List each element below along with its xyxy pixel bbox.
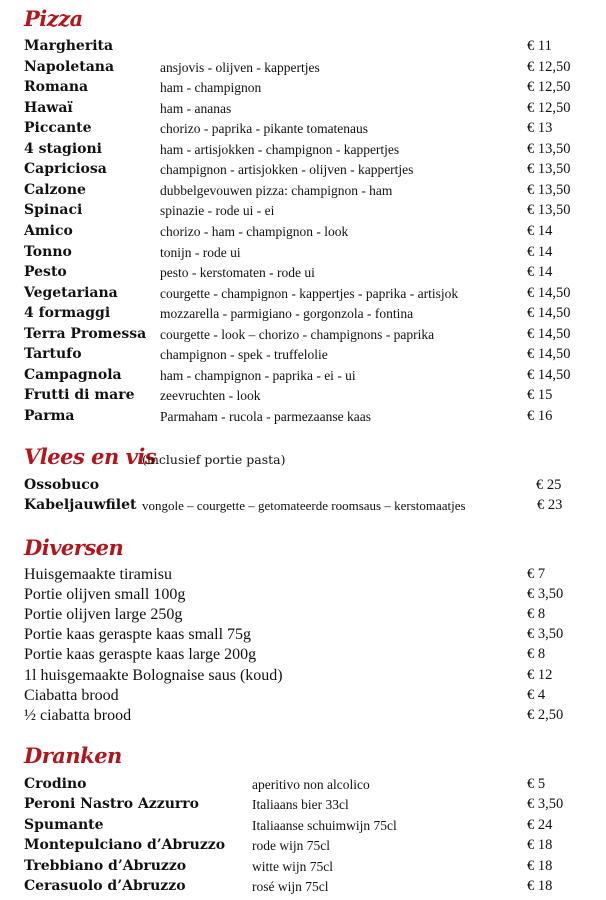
vlees-name: Kabeljauwfilet [24,497,137,513]
pizza-name: 4 formaggi [24,305,111,322]
pizza-description: mozzarella - parmigiano - gorgonzola - fontina [160,306,414,322]
diversen-price: € 2,50 [527,706,564,723]
pizza-name: Vegetariana [24,284,118,301]
pizza-description: ham - champignon [160,80,262,96]
pizza-name: Napoletana [24,58,115,75]
pizza-name: Hawaï [24,99,73,116]
pizza-name: Pesto [24,264,67,281]
diversen-price: € 8 [527,606,546,623]
pizza-description: ham - champignon - paprika - ei - ui [160,367,356,383]
vlees-section-title: Vlees en vis [24,444,157,469]
pizza-name: Terra Promessa [24,325,147,342]
pizza-name: Calzone [24,181,86,198]
pizza-description: champignon - spek - truffelolie [160,347,328,363]
pizza-price: € 13,50 [527,181,571,198]
dranken-description: rosé wijn 75cl [252,879,329,894]
pizza-name: Tartufo [24,346,82,363]
dranken-price: € 3,50 [527,796,564,813]
diversen-name: Portie kaas geraspte kaas small 75g [24,626,252,644]
pizza-name: 4 stagioni [24,140,102,157]
pizza-name: Frutti di mare [24,387,135,404]
pizza-name: Parma [24,407,75,424]
dranken-description: Italiaans bier 33cl [252,797,349,813]
pizza-name: Tonno [24,243,72,260]
vlees-description: vongole – courgette – getomateerde roomsaus – kerstomaatjes [142,498,466,513]
diversen-name: Portie olijven small 100g [24,586,186,604]
diversen-price: € 7 [527,566,546,582]
diversen-price: € 4 [527,686,546,703]
pizza-description: courgette - champignon - kappertjes - paprika - artisjok [160,285,459,301]
pizza-name: Capriciosa [24,161,107,178]
pizza-price: € 13,50 [527,202,571,219]
vlees-name: Ossobuco [24,477,100,493]
pizza-name: Amico [24,222,73,239]
diversen-name: ½ ciabatta brood [24,706,132,724]
pizza-description: Parmaham - rucola - parmezaanse kaas [160,408,372,424]
dranken-price: € 18 [527,878,553,894]
diversen-name: 1l huisgemaakte Bolognaise saus (koud) [24,666,283,684]
pizza-price: € 13,50 [527,161,571,178]
pizza-price: € 13 [527,120,553,137]
pizza-price: € 14,50 [527,346,571,363]
diversen-price: € 3,50 [527,586,564,603]
pizza-description: champignon - artisjokken - olijven - kappertjes [160,162,414,178]
pizza-description: tonijn - rode ui [160,244,241,260]
pizza-price: € 11 [527,38,552,54]
dranken-name: Cerasuolo d’Abruzzo [24,878,186,894]
pizza-price: € 15 [527,387,553,404]
pizza-price: € 14 [527,222,553,239]
pizza-section-title: Pizza [24,6,83,31]
dranken-description: witte wijn 75cl [252,858,333,874]
dranken-price: € 24 [527,816,553,833]
pizza-description: ham - ananas [160,100,232,116]
dranken-price: € 18 [527,857,553,874]
pizza-description: ham - artisjokken - champignon - kappertjes [160,141,400,157]
dranken-description: rode wijn 75cl [252,838,330,854]
dranken-name: Montepulciano d’Abruzzo [24,837,226,854]
pizza-name: Spinaci [24,202,83,219]
diversen-name: Portie olijven large 250g [24,606,183,624]
diversen-price: € 3,50 [527,626,564,643]
dranken-name: Crodino [24,776,87,792]
dranken-name: Trebbiano d’Abruzzo [24,857,187,874]
pizza-price: € 13,50 [527,140,571,157]
vlees-price: € 23 [537,497,563,513]
diversen-price: € 12 [527,666,553,683]
pizza-description: spinazie - rode ui - ei [160,203,275,219]
vlees-price: € 25 [536,477,562,493]
pizza-price: € 12,50 [527,58,571,75]
pizza-price: € 16 [527,407,553,424]
vlees-section-note: (inclusief portie pasta) [142,452,286,467]
pizza-description: pesto - kerstomaten - rode ui [160,265,315,281]
dranken-name: Peroni Nastro Azzurro [24,796,199,813]
dranken-description: aperitivo non alcolico [252,777,370,792]
pizza-name: Piccante [24,120,92,137]
pizza-description: chorizo - ham - champignon - look [160,223,349,239]
pizza-price: € 14,50 [527,366,571,383]
pizza-description: zeevruchten - look [160,388,261,404]
pizza-price: € 14 [527,264,553,281]
dranken-name: Spumante [24,816,104,833]
diversen-price: € 8 [527,646,546,663]
dranken-description: Italiaanse schuimwijn 75cl [252,817,397,833]
diversen-name: Portie kaas geraspte kaas large 200g [24,646,257,664]
pizza-price: € 14,50 [527,325,571,342]
pizza-price: € 12,50 [527,79,571,96]
diversen-section-title: Diversen [24,535,124,560]
pizza-name: Romana [24,79,89,96]
pizza-description: chorizo - paprika - pikante tomatenaus [160,121,369,137]
dranken-price: € 18 [527,837,553,854]
diversen-name: Ciabatta brood [24,686,119,704]
diversen-name: Huisgemaakte tiramisu [24,566,172,583]
dranken-section-title: Dranken [24,743,122,768]
pizza-price: € 14,50 [527,305,571,322]
pizza-price: € 12,50 [527,99,571,116]
dranken-price: € 5 [527,776,546,792]
pizza-price: € 14,50 [527,284,571,301]
pizza-name: Margherita [24,38,114,54]
pizza-description: dubbelgevouwen pizza: champignon - ham [160,182,393,198]
pizza-description: courgette - look – chorizo - champignons - paprika [160,326,435,342]
pizza-description: ansjovis - olijven - kappertjes [160,59,320,75]
pizza-price: € 14 [527,243,553,260]
pizza-name: Campagnola [24,366,122,383]
